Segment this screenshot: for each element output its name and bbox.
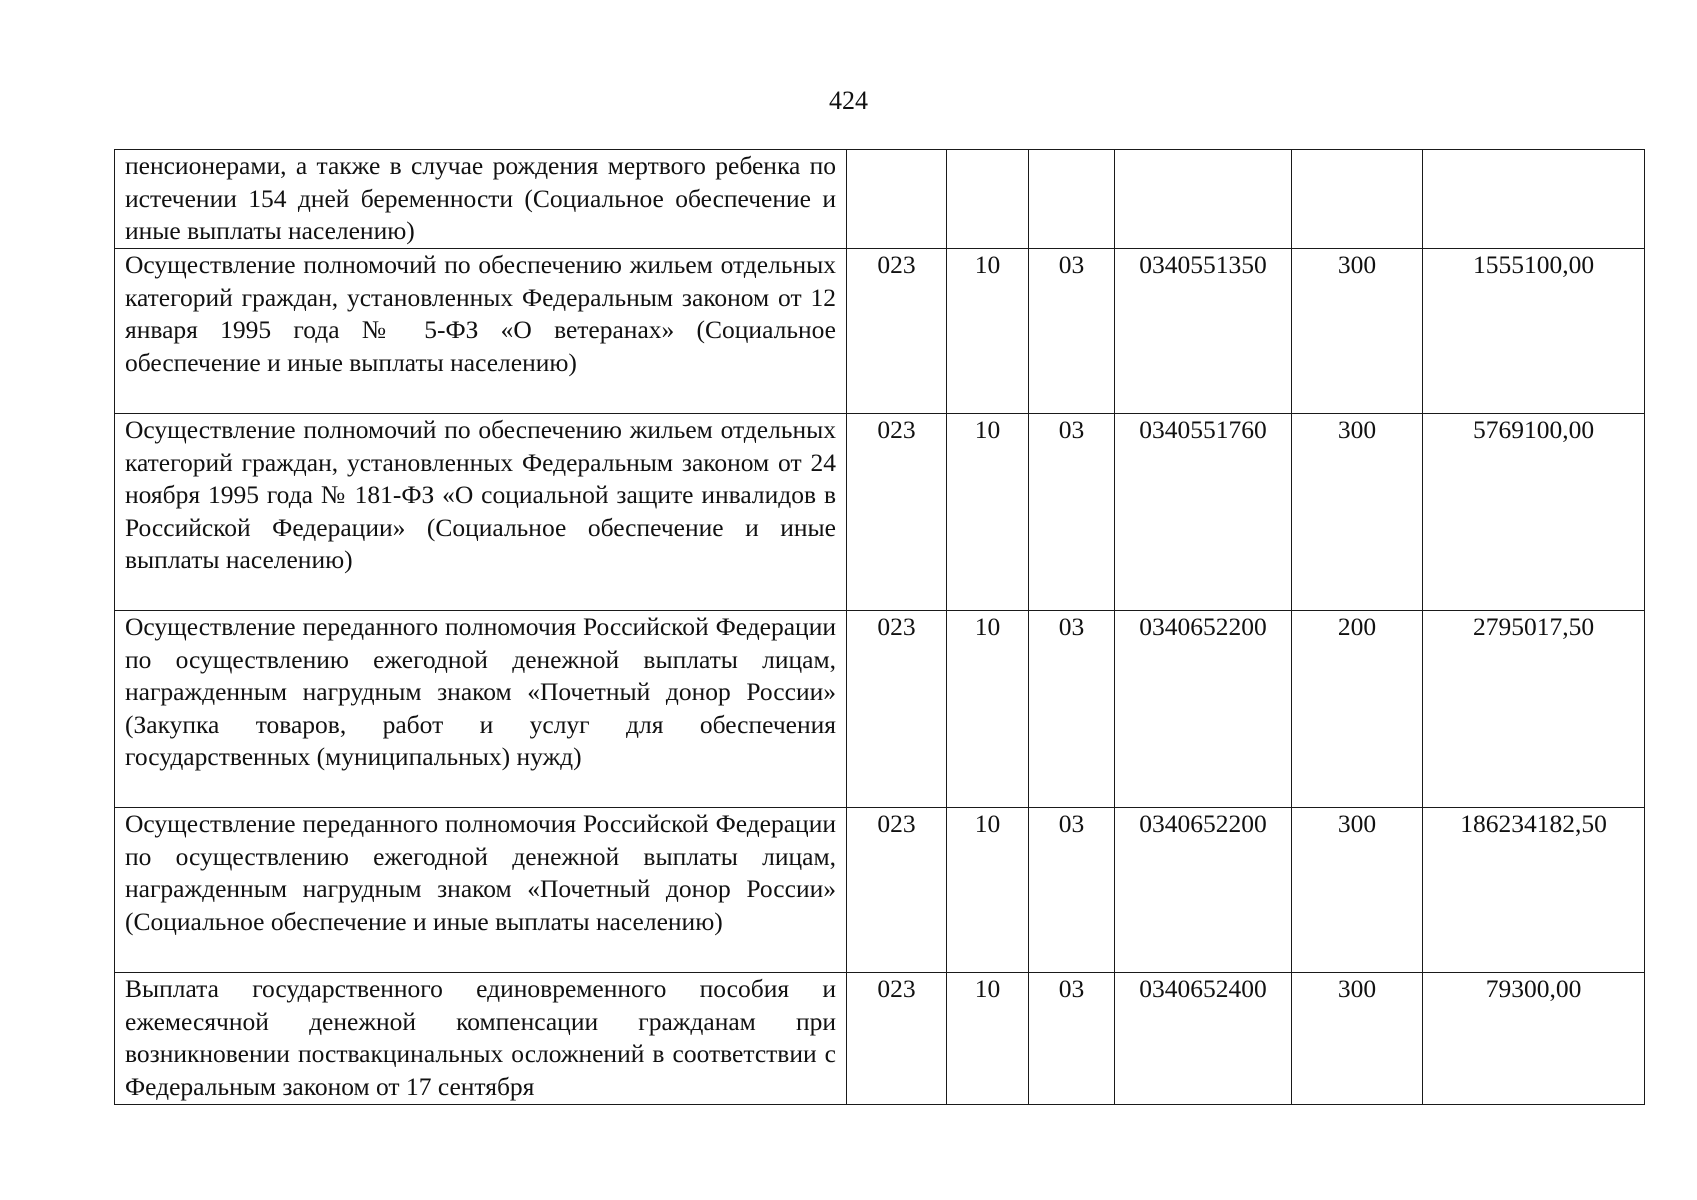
row-description: Осуществление переданного полномочия Российской Федерации по осуществлению ежегодной денежной выплаты лицам, награжденным нагрудным знаком «Почетный донор России» (Социальное обеспечение и иные выплаты населению) — [115, 808, 847, 973]
table-row — [115, 808, 1645, 973]
row-target-article: 0340652200 — [1115, 611, 1292, 808]
row-ministry-code: 023 — [847, 414, 947, 611]
row-expense-type: 200 — [1292, 611, 1423, 808]
table-row — [115, 973, 1645, 1105]
row-section-code: 10 — [947, 414, 1029, 611]
table-row — [115, 249, 1645, 414]
table-row — [115, 414, 1645, 611]
row-description: Осуществление полномочий по обеспечению жильем отдельных категорий граждан, установленных Федеральным законом от 24 ноября 1995 года № 181-ФЗ «О социальной защите инвалидов в Российской Федерации» (Социальное обеспечение и иные выплаты населению) — [115, 414, 847, 611]
row-amount: 5769100,00 — [1423, 414, 1645, 611]
row-expense-type — [1292, 150, 1423, 249]
row-ministry-code: 023 — [847, 611, 947, 808]
row-section-code: 10 — [947, 249, 1029, 414]
row-target-article: 0340652200 — [1115, 808, 1292, 973]
row-amount: 2795017,50 — [1423, 611, 1645, 808]
row-amount — [1423, 150, 1645, 249]
row-target-article: 0340551760 — [1115, 414, 1292, 611]
row-amount: 1555100,00 — [1423, 249, 1645, 414]
row-ministry-code: 023 — [847, 249, 947, 414]
row-description: Осуществление переданного полномочия Российской Федерации по осуществлению ежегодной денежной выплаты лицам, награжденным нагрудным знаком «Почетный донор России» (Закупка товаров, работ и услуг для обеспечения государственных (муниципальных) нужд) — [115, 611, 847, 808]
row-target-article: 0340551350 — [1115, 249, 1292, 414]
row-subsection-code: 03 — [1029, 611, 1115, 808]
table-row — [115, 150, 1645, 249]
row-section-code: 10 — [947, 973, 1029, 1105]
row-description: пенсионерами, а также в случае рождения мертвого ребенка по истечении 154 дней беременности (Социальное обеспечение и иные выплаты населению) — [115, 150, 847, 249]
budget-table — [114, 149, 1645, 1105]
row-expense-type: 300 — [1292, 414, 1423, 611]
table-row — [115, 611, 1645, 808]
row-subsection-code — [1029, 150, 1115, 249]
row-target-article — [1115, 150, 1292, 249]
row-subsection-code: 03 — [1029, 808, 1115, 973]
row-section-code — [947, 150, 1029, 249]
row-expense-type: 300 — [1292, 808, 1423, 973]
row-subsection-code: 03 — [1029, 973, 1115, 1105]
row-description: Осуществление полномочий по обеспечению жильем отдельных категорий граждан, установленных Федеральным законом от 12 января 1995 года № 5-ФЗ «О ветеранах» (Социальное обеспечение и иные выплаты населению) — [115, 249, 847, 414]
row-section-code: 10 — [947, 611, 1029, 808]
row-section-code: 10 — [947, 808, 1029, 973]
row-ministry-code — [847, 150, 947, 249]
row-target-article: 0340652400 — [1115, 973, 1292, 1105]
row-ministry-code: 023 — [847, 808, 947, 973]
row-ministry-code: 023 — [847, 973, 947, 1105]
row-amount: 79300,00 — [1423, 973, 1645, 1105]
row-amount: 186234182,50 — [1423, 808, 1645, 973]
row-subsection-code: 03 — [1029, 414, 1115, 611]
row-expense-type: 300 — [1292, 249, 1423, 414]
row-subsection-code: 03 — [1029, 249, 1115, 414]
row-description: Выплата государственного единовременного пособия и ежемесячной денежной компенсации гражданам при возникновении поствакцинальных осложнений в соответствии с Федеральным законом от 17 сентября — [115, 973, 847, 1105]
row-expense-type: 300 — [1292, 973, 1423, 1105]
page-number: 424 — [829, 86, 868, 115]
